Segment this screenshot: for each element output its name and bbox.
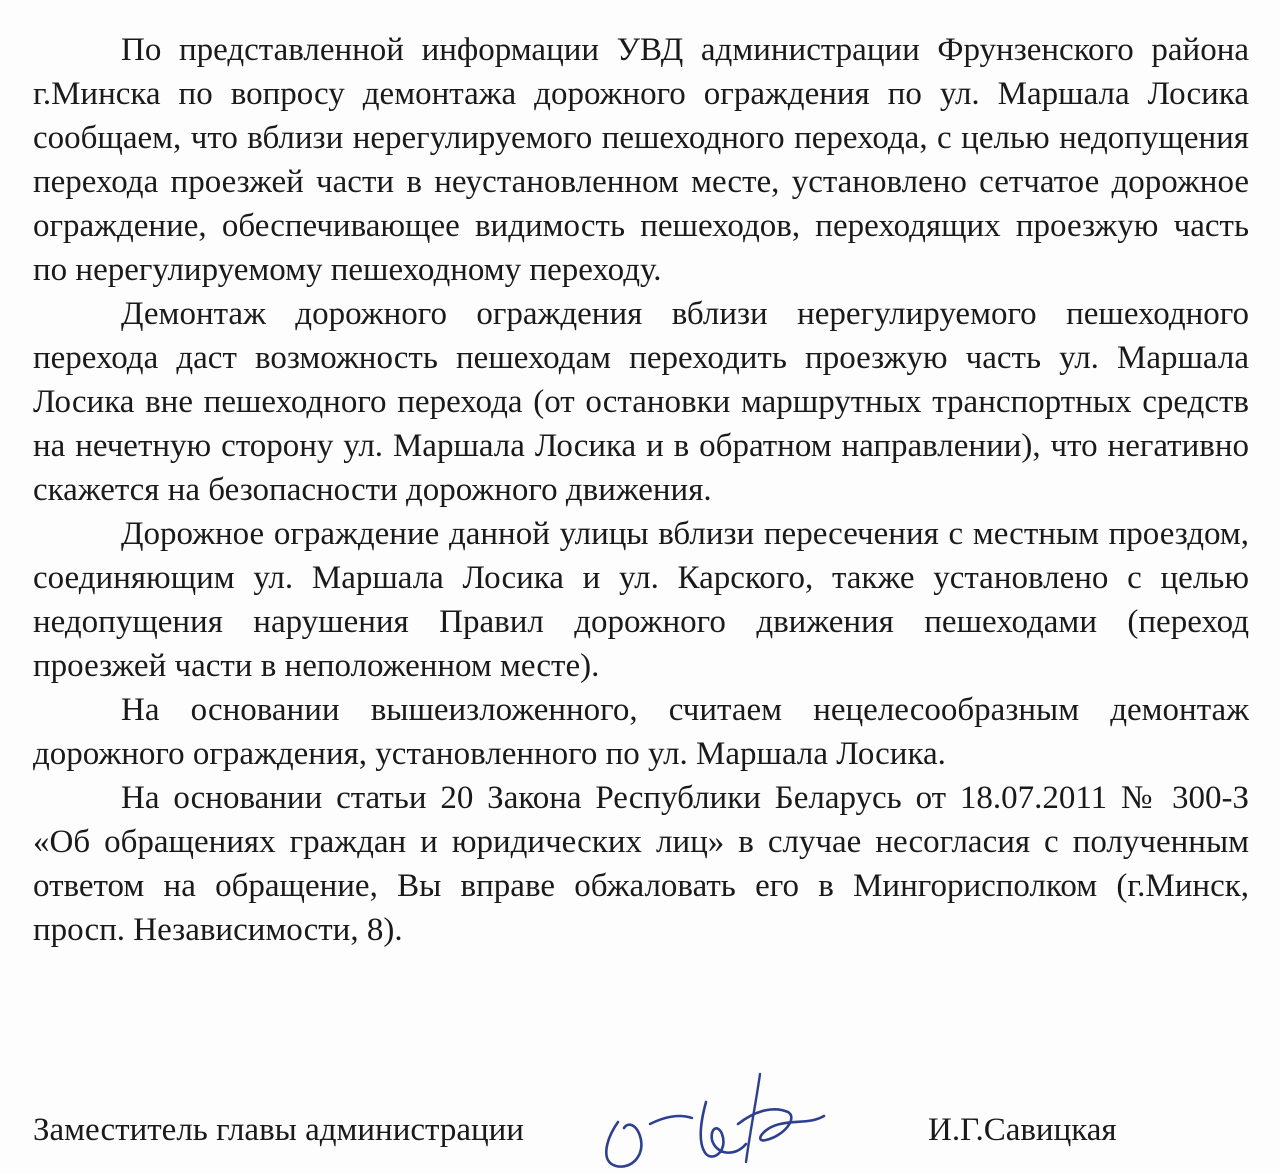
paragraph-info: По представленной информации УВД администрации Фрунзенского района г.Минска по вопросу демонтажа дорожного ограждения по ул. Маршала Лосика сообщаем, что вблизи нерегулируемого пешеходного перехода, с целью недопущения перехода проезжей части в неустановленном месте, установлено сетчатое дорожное ограждение, обеспечивающее видимость пешеходов, переходящих проезжую часть по нерегулируемому пешеходному переходу. — [33, 32, 1249, 288]
letter-body — [33, 28, 1249, 952]
handwritten-signature-icon — [588, 1054, 838, 1174]
paragraph-consequences: Демонтаж дорожного ограждения вблизи нерегулируемого пешеходного перехода даст возможность пешеходам переходить проезжую часть ул. Маршала Лосика вне пешеходного перехода (от остановки маршрутных транспортных средств на нечетную сторону ул. Маршала Лосика и в обратном направлении), что негативно скажется на безопасности дорожного движения. — [33, 296, 1249, 508]
paragraph-appeal-rights: На основании статьи 20 Закона Республики Беларусь от 18.07.2011 № 300-З «Об обращениях граждан и юридических лиц» в случае несогласия с полученным ответом на обращение, Вы вправе обжаловать его в Мингорисполком (г.Минск, просп. Независимости, 8). — [33, 780, 1249, 948]
paragraph-conclusion: На основании вышеизложенного, считаем нецелесообразным демонтаж дорожного ограждения, установленного по ул. Маршала Лосика. — [33, 692, 1249, 772]
signatory-position: Заместитель главы администрации — [33, 1112, 524, 1148]
signatory-name: И.Г.Савицкая — [928, 1112, 1117, 1148]
paragraph-intersection: Дорожное ограждение данной улицы вблизи пересечения с местным проездом, соединяющим ул. Маршала Лосика и ул. Карского, также установлено с целью недопущения нарушения Правил дорожного движения пешеходами (переход проезжей части в неположенном месте). — [33, 516, 1249, 684]
signature-block — [33, 1104, 1249, 1164]
